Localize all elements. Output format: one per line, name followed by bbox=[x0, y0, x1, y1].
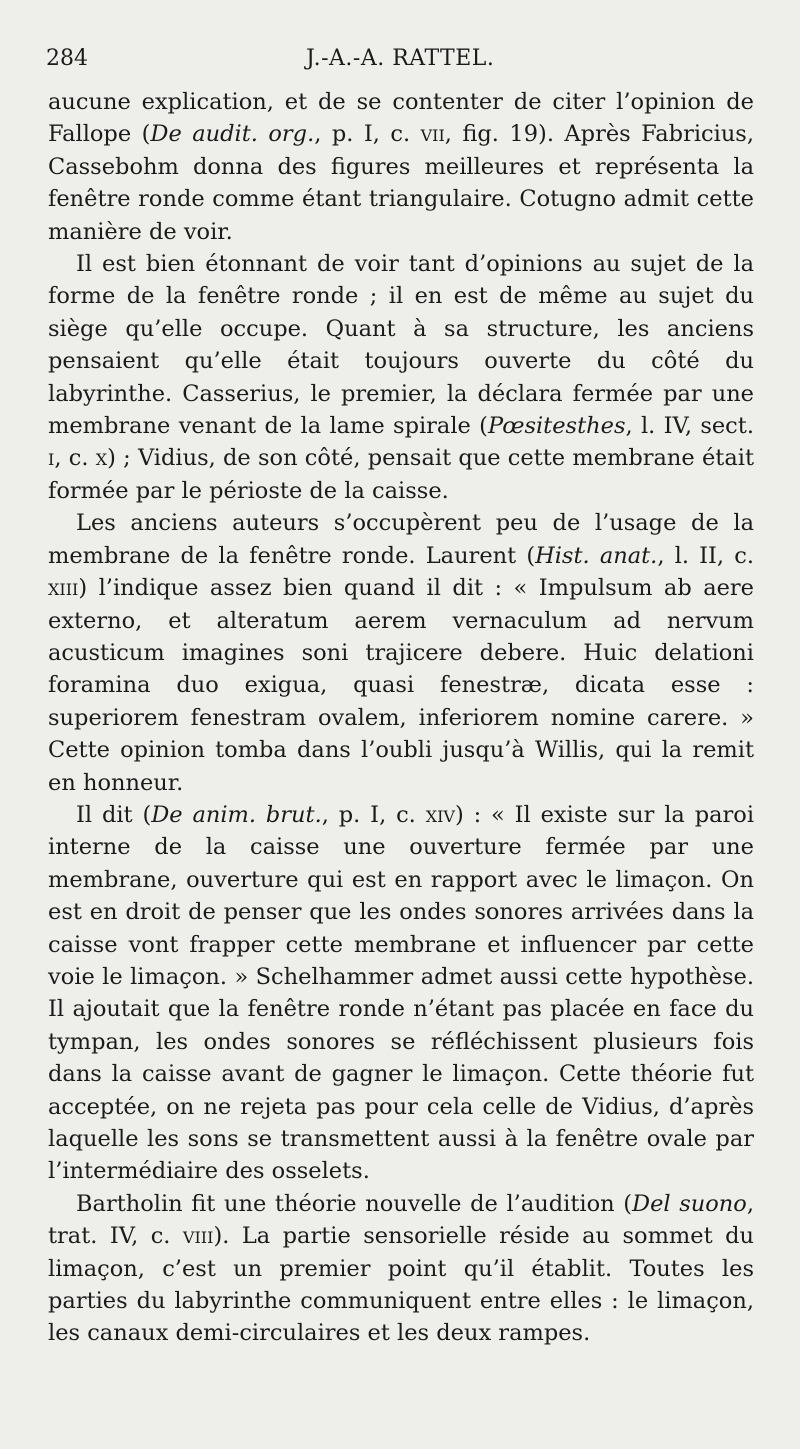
body-text bbox=[48, 86, 754, 1350]
citation-title: De anim. brut. bbox=[151, 801, 322, 828]
roman-numeral: xiv bbox=[425, 801, 455, 828]
citation-title: Hist. anat. bbox=[535, 542, 658, 569]
text-run: , p. I, c. bbox=[321, 801, 426, 828]
paragraph bbox=[48, 507, 754, 799]
citation-title: Del suono bbox=[632, 1190, 747, 1217]
roman-numeral: xiii bbox=[48, 575, 79, 602]
citation-title: De audit. org. bbox=[150, 121, 315, 148]
text-run: Bartholin fit une théorie nouvelle de l’audition ( bbox=[76, 1190, 633, 1217]
text-run: Les anciens auteurs s’occupèrent peu de l’usage de la membrane de la fenêtre ronde. Laurent ( bbox=[48, 510, 754, 569]
text-run: ) l’indique assez bien quand il dit : « Impulsum ab aere externo, et alteratum aerem vernaculum ad nervum acusticum imagines soni trajicere debere. Huic delationi foramina duo exigua, quasi fenestræ, dicata esse : superiorem fenestram ovalem, inferiorem nomine carere. » Cette opinion tomba dans l’oubli jusqu’à Willis, qui la remit en honneur. bbox=[48, 575, 754, 796]
running-title: J.-A.-A. RATTEL. bbox=[306, 46, 495, 71]
text-run: aucune explication, et de se contenter de citer l’opinion de Fallope ( bbox=[48, 89, 754, 148]
text-run: , l. IV, sect. bbox=[625, 413, 754, 440]
paragraph bbox=[48, 86, 754, 248]
text-run: , trat. IV, c. bbox=[48, 1190, 754, 1250]
roman-numeral: x bbox=[95, 445, 108, 472]
roman-numeral: i bbox=[48, 445, 55, 472]
text-run: , c. bbox=[54, 445, 96, 472]
text-run: ). La partie sensorielle réside au sommet du limaçon, c’est un premier point qu’il établit. Toutes les parties du labyrinthe communiquent entre elles : le limaçon, les canaux demi-circulaires et les deux rampes. bbox=[48, 1223, 754, 1347]
text-run: ) ; Vidius, de son côté, pensait que cette membrane était formée par le périoste de la caisse. bbox=[48, 445, 754, 504]
page-header bbox=[46, 44, 752, 78]
text-run: , p. I, c. bbox=[314, 121, 421, 148]
text-run: Il est bien étonnant de voir tant d’opinions au sujet de la forme de la fenêtre ronde ; il en est de même au sujet du siège qu’elle occupe. Quant à sa structure, les anciens pensaient qu’elle était toujours ouverte du côté du labyrinthe. Casserius, le premier, la déclara fermée par une membrane venant de la lame spirale ( bbox=[48, 251, 754, 440]
text-run: , l. II, c. bbox=[657, 542, 755, 569]
roman-numeral: viii bbox=[182, 1223, 214, 1250]
text-run: ) : « Il existe sur la paroi interne de la caisse une ouverture fermée par une membrane, ouverture qui est en rapport avec le limaçon. On est en droit de penser que les ondes sonores arrivées dans la caisse vont frapper cette membrane et influencer par cette voie le limaçon. » Schelhammer admet aussi cette hypothèse. Il ajoutait que la fenêtre ronde n’étant pas placée en face du tympan, les ondes sonores se réfléchissent plusieurs fois dans la caisse avant de gagner le limaçon. Cette théorie fut acceptée, on ne rejeta pas pour cela celle de Vidius, d’après laquelle les sons se transmettent aussi à la fenêtre ovale par l’intermédiaire des osselets. bbox=[48, 801, 755, 1185]
page-number: 284 bbox=[46, 46, 88, 71]
paragraph bbox=[48, 1188, 754, 1350]
text-run: Il dit ( bbox=[76, 801, 152, 828]
roman-numeral: vii bbox=[420, 121, 445, 148]
paragraph bbox=[48, 799, 754, 1188]
citation-title: Pœsitesthes bbox=[487, 413, 626, 440]
paragraph bbox=[48, 248, 754, 507]
text-run: , fig. 19). Après Fabricius, Cassebohm donna des figures meilleures et représenta la fenêtre ronde comme étant triangulaire. Cotugno admit cette manière de voir. bbox=[48, 121, 755, 245]
